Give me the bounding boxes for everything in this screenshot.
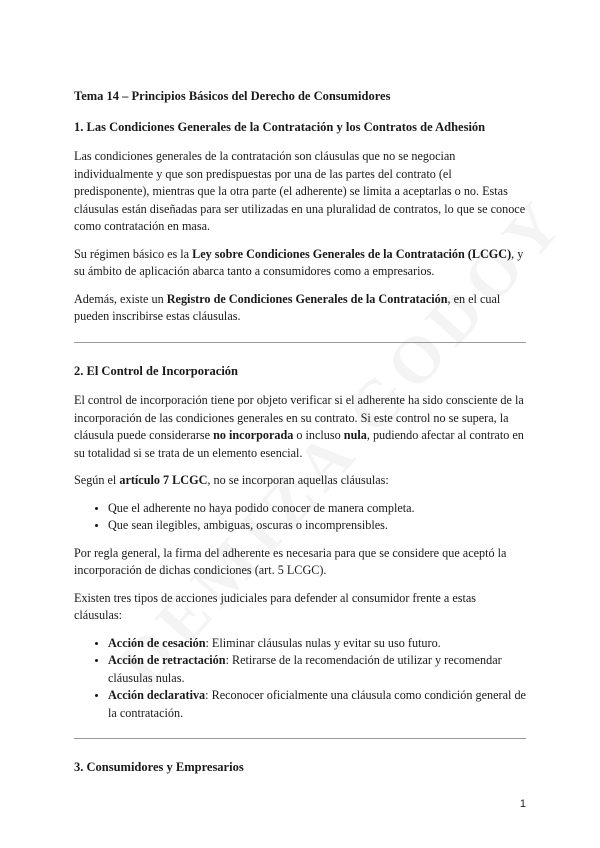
bold-article-ref: artículo 7 LCGC [119, 473, 208, 487]
judicial-actions-list [74, 635, 526, 723]
bold-term-nula: nula [343, 428, 367, 442]
section-1-paragraph-3 [74, 291, 526, 326]
section-2-paragraph-4: Existen tres tipos de acciones judiciales para defender al consumidor frente a estas cláusulas: [74, 590, 477, 622]
text-run: , pudiendo afectar al contrato en su totalidad si se trata de un elemento esencial. [74, 428, 524, 460]
list-item [108, 635, 526, 653]
section-divider [74, 738, 526, 739]
section-3-heading: 3. Consumidores y Empresarios [74, 760, 244, 774]
action-description: : Reconocer oficialmente una cláusula como condición general de la contratación. [108, 688, 526, 720]
text-run: , en el cual pueden inscribirse estas cláusulas. [74, 291, 501, 323]
section-1-heading: 1. Las Condiciones Generales de la Contratación y los Contratos de Adhesión [74, 119, 486, 134]
bold-term-no-incorporada: no incorporada [213, 428, 294, 442]
action-description: : Eliminar cláusulas nulas y evitar su uso futuro. [205, 635, 441, 650]
text-run: Según el [74, 473, 120, 487]
text-run: El control de incorporación tiene por objeto verificar si el adherente ha sido consciente de la incorporación de las condiciones generales en su contrato. Si este control no se supera, la cláusula puede considerarse [74, 393, 524, 442]
text-run: , no se incorporan aquellas cláusulas: [207, 473, 389, 487]
list-item [108, 652, 526, 687]
list-item: • Que sean ilegibles, ambiguas, oscuras o incomprensibles. [108, 517, 526, 535]
section-divider [74, 342, 526, 343]
text-run: Su régimen básico es la [74, 246, 193, 261]
bold-law-name: Ley sobre Condiciones Generales de la Contratación (LCGC) [192, 246, 512, 261]
list-item: • Que el adherente no haya podido conocer de manera completa. [108, 500, 526, 518]
list-item [108, 687, 526, 722]
document-title: Tema 14 – Principios Básicos del Derecho de Consumidores [74, 89, 391, 103]
section-1-paragraph-1: Las condiciones generales de la contratación son cláusulas que no se negocian individualmente y que son predispuestas por una de las partes del contrato (el predisponente), mientras que la otra parte (el adherente) se limita a aceptarlas o no. Estas cláusulas están diseñadas para ser utilizadas en una pluralidad de contratos, lo que se conoce como contratación en masa. [74, 149, 526, 233]
text-run: Además, existe un [74, 291, 167, 306]
bold-registry-name: Registro de Condiciones Generales de la Contratación [166, 291, 448, 306]
section-2-paragraph-3: Por regla general, la firma del adherente es necesaria para que se considere que aceptó la incorporación de dichas condiciones (art. 5 LCGC). [74, 545, 507, 577]
text-run: o incluso [293, 428, 344, 442]
page-number: 1 [519, 798, 526, 810]
action-term: Acción de cesación [108, 635, 206, 650]
section-2-paragraph-1 [74, 392, 526, 462]
action-term: Acción declarativa [108, 688, 206, 702]
document-body [74, 88, 526, 789]
text-run: , y su ámbito de aplicación abarca tanto a consumidores como a empresarios. [74, 246, 524, 278]
section-2-paragraph-2 [74, 472, 526, 490]
section-2-heading: 2. El Control de Incorporación [74, 363, 239, 378]
incorporation-exclusions-list [74, 500, 526, 535]
section-1-paragraph-2 [74, 246, 526, 281]
action-description: : Retirarse de la recomendación de utilizar y recomendar cláusulas nulas. [108, 653, 502, 685]
action-term: Acción de retractación [108, 653, 226, 667]
